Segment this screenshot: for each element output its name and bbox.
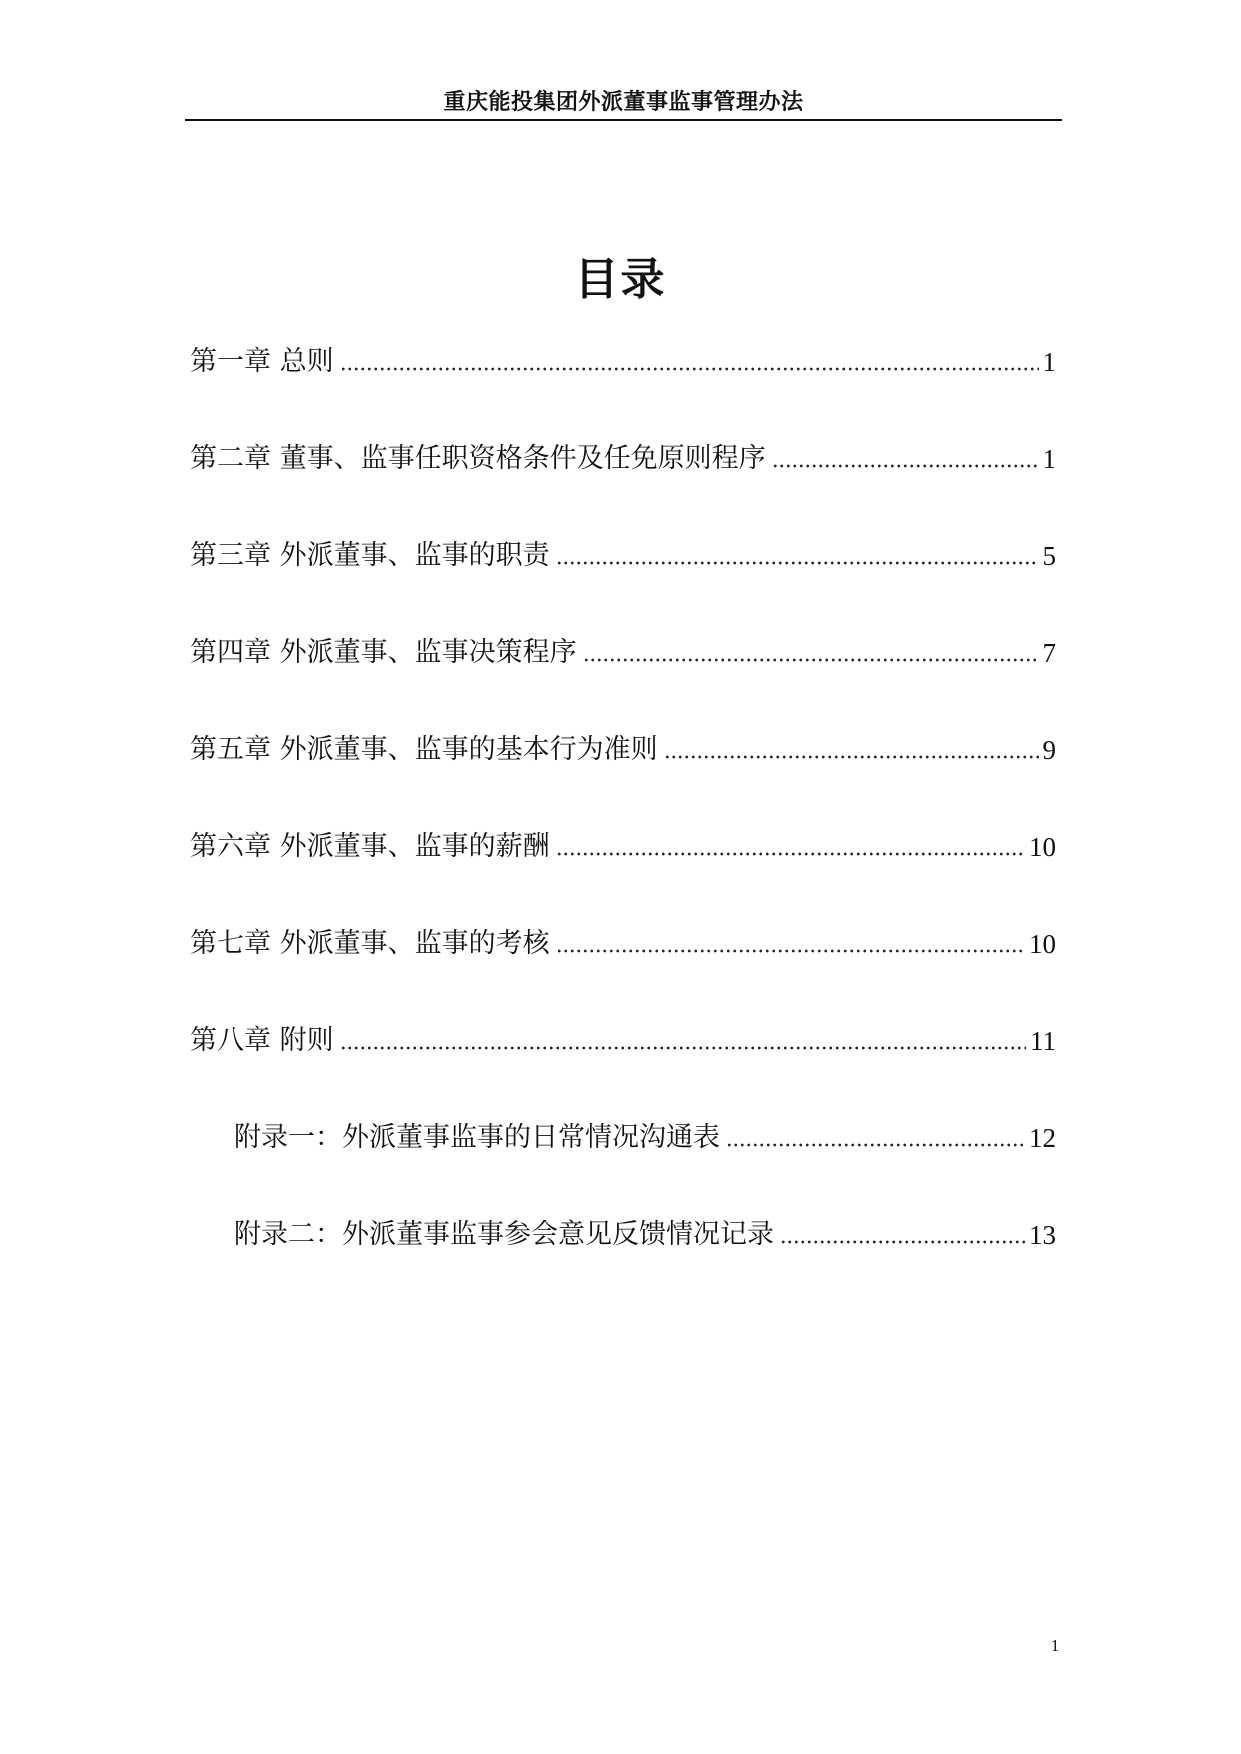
toc-entry-label: 第七章 外派董事、监事的考核 — [190, 928, 550, 959]
toc-entry-label: 第五章 外派董事、监事的基本行为准则 — [190, 734, 658, 765]
dot-leader — [340, 365, 1039, 373]
dot-leader — [583, 656, 1039, 664]
toc-entry-appendix-1[interactable] — [234, 1118, 1056, 1158]
toc-entry-label: 第一章 总则 — [190, 346, 334, 377]
dot-leader — [772, 462, 1039, 470]
toc-entry-label: 第八章 附则 — [190, 1025, 334, 1056]
dot-leader — [556, 559, 1039, 567]
toc-entry-chapter-3[interactable] — [190, 536, 1056, 576]
dot-leader — [556, 850, 1025, 858]
dot-leader — [664, 753, 1039, 761]
dot-leader — [556, 947, 1025, 955]
toc-entry-page: 13 — [1029, 1220, 1056, 1250]
toc-entry-label: 附录一：外派董事监事的日常情况沟通表 — [234, 1122, 720, 1153]
toc-entry-page: 1 — [1042, 347, 1056, 377]
toc-entry-label: 第六章 外派董事、监事的薪酬 — [190, 831, 550, 862]
dot-leader — [726, 1141, 1025, 1149]
toc-entry-chapter-2[interactable] — [190, 439, 1056, 479]
toc-entry-label: 第四章 外派董事、监事决策程序 — [190, 637, 577, 668]
toc-entry-appendix-2[interactable] — [234, 1215, 1056, 1255]
toc-entry-label: 附录二：外派董事监事参会意见反馈情况记录 — [234, 1219, 774, 1250]
toc-entry-page: 9 — [1042, 735, 1056, 765]
dot-leader — [340, 1044, 1026, 1052]
toc-entry-page: 11 — [1030, 1026, 1056, 1056]
toc-entry-chapter-4[interactable] — [190, 633, 1056, 673]
toc-entry-chapter-1[interactable] — [190, 342, 1056, 382]
page-number: 1 — [1050, 1636, 1060, 1655]
toc-entry-chapter-8[interactable] — [190, 1021, 1056, 1061]
toc-entry-chapter-7[interactable] — [190, 924, 1056, 964]
dot-leader — [780, 1238, 1025, 1246]
toc-entry-label: 第二章 董事、监事任职资格条件及任免原则程序 — [190, 443, 766, 474]
toc-entry-page: 10 — [1029, 832, 1056, 862]
toc-entry-page: 10 — [1029, 929, 1056, 959]
toc-entry-page: 5 — [1042, 541, 1056, 571]
toc-title: 目录 — [574, 254, 667, 305]
toc-entry-page: 7 — [1042, 638, 1056, 668]
toc-entry-chapter-6[interactable] — [190, 827, 1056, 867]
toc-entry-page: 1 — [1042, 444, 1056, 474]
header-rule — [185, 119, 1062, 121]
toc-entry-page: 12 — [1029, 1123, 1056, 1153]
toc-entry-label: 第三章 外派董事、监事的职责 — [190, 540, 550, 571]
running-header: 重庆能投集团外派董事监事管理办法 — [443, 89, 804, 115]
toc-entry-chapter-5[interactable] — [190, 730, 1056, 770]
